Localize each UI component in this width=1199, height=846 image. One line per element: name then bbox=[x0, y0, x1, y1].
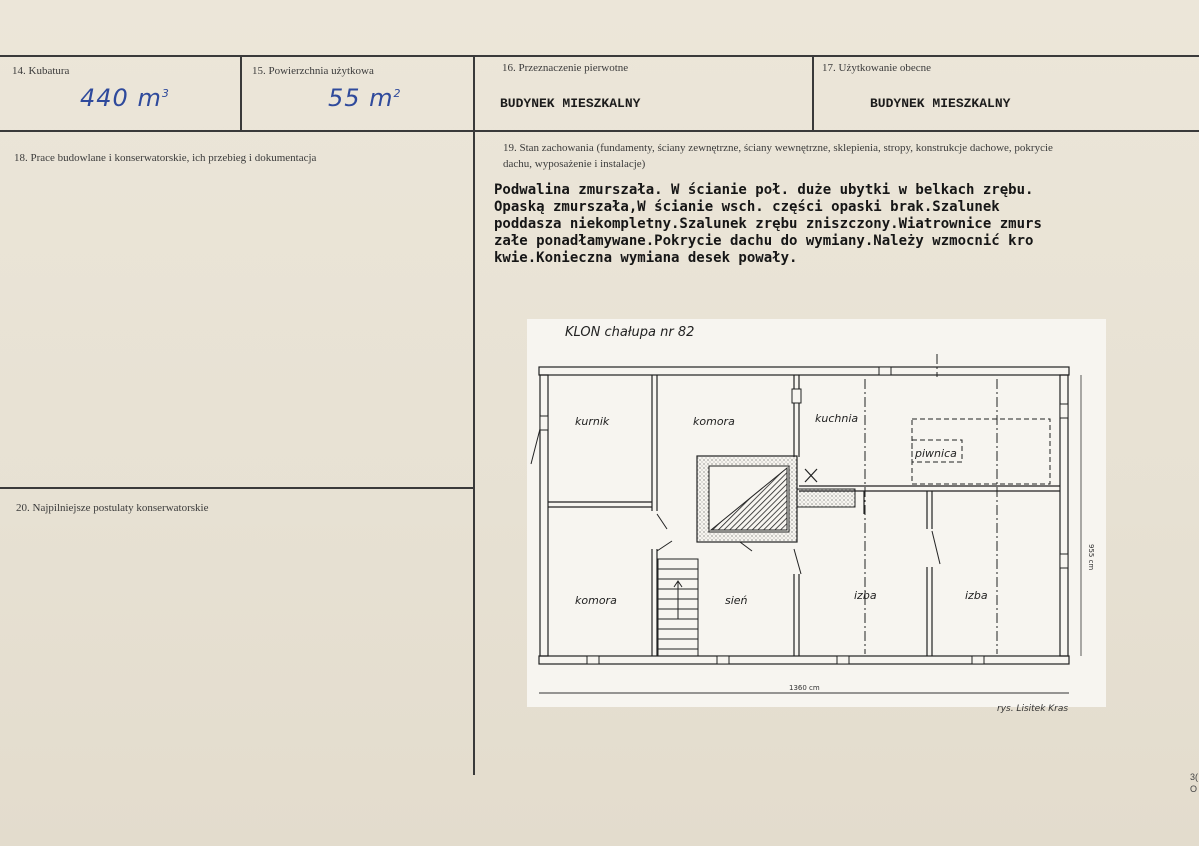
drawing-author: rys. Lisitek Kras bbox=[997, 704, 1069, 714]
room-label-izba-1: izba bbox=[854, 589, 877, 602]
rule-row2 bbox=[0, 487, 475, 489]
room-label-kuchnia: kuchnia bbox=[815, 412, 859, 425]
outer-walls bbox=[539, 367, 1069, 664]
field-19-line: Podwalina zmurszała. W ścianie poł. duże ubytki w belkach zrębu. bbox=[494, 182, 1034, 198]
field-14-number: 440 m bbox=[80, 84, 162, 112]
field-17-value: BUDYNEK MIESZKALNY bbox=[870, 96, 1011, 111]
edge-mark-bottom: O bbox=[1190, 784, 1198, 794]
window-marks bbox=[540, 367, 1068, 664]
axis-lines bbox=[865, 354, 997, 654]
room-label-piwnica: piwnica bbox=[915, 447, 957, 460]
room-label-sien: sień bbox=[725, 594, 748, 607]
field-19-label: 19. Stan zachowania (fundamenty, ściany zewnętrzne, ściany wewnętrzne, sklepienia, stropy, konstrukcje dachowe, pokrycie dachu, wyposażenie i instalacje) bbox=[503, 142, 1053, 170]
field-14-label: 14. Kubatura bbox=[12, 65, 70, 77]
field-16-label: 16. Przeznaczenie pierwotne bbox=[502, 62, 629, 74]
field-14-value bbox=[80, 84, 170, 112]
floor-plan-photo bbox=[527, 319, 1106, 714]
field-16-value: BUDYNEK MIESZKALNY bbox=[500, 96, 641, 111]
divider-col1 bbox=[240, 55, 242, 131]
field-19-line: poddasza niekompletny.Szalunek zrębu zniszczony.Wiatrownice zmurs bbox=[494, 216, 1042, 232]
field-19-line: kwie.Konieczna wymiana desek powały. bbox=[494, 250, 798, 266]
field-15-number: 55 m bbox=[328, 84, 394, 112]
field-17-label: 17. Użytkowanie obecne bbox=[822, 62, 932, 74]
rule-top bbox=[0, 55, 1199, 57]
staircase bbox=[658, 559, 698, 656]
field-14-exponent: 3 bbox=[161, 87, 170, 100]
field-15-exponent: 2 bbox=[393, 87, 402, 100]
plan-title: KLON chałupa nr 82 bbox=[565, 325, 695, 340]
field-19-line: załe ponadłamywane.Pokrycie dachu do wymiany.Należy wzmocnić kro bbox=[494, 233, 1034, 249]
edge-mark-top: 3( bbox=[1190, 772, 1199, 782]
field-20-label: 20. Najpilniejsze postulaty konserwatorskie bbox=[16, 502, 209, 514]
depth-dimension: 955 cm bbox=[1087, 544, 1095, 571]
floor-plan-drawing bbox=[527, 319, 1106, 714]
room-label-izba-2: izba bbox=[965, 589, 988, 602]
field-15-label: 15. Powierzchnia użytkowa bbox=[252, 65, 374, 77]
chimney-mark bbox=[805, 469, 817, 482]
room-label-komora-bottom: komora bbox=[575, 594, 617, 607]
divider-col3 bbox=[812, 55, 814, 131]
field-15-value bbox=[328, 84, 402, 112]
rule-row1 bbox=[0, 130, 1199, 132]
room-label-kurnik: kurnik bbox=[575, 415, 610, 428]
width-dimension: 1360 cm bbox=[789, 684, 820, 692]
interior-walls bbox=[548, 375, 1060, 656]
divider-col2 bbox=[473, 55, 475, 775]
field-18-label: 18. Prace budowlane i konserwatorskie, ich przebieg i dokumentacja bbox=[14, 152, 317, 164]
field-19-line: Opaską zmurszała,W ścianie wsch. części opaski brak.Szalunek bbox=[494, 199, 1000, 215]
room-label-komora-top: komora bbox=[693, 415, 735, 428]
